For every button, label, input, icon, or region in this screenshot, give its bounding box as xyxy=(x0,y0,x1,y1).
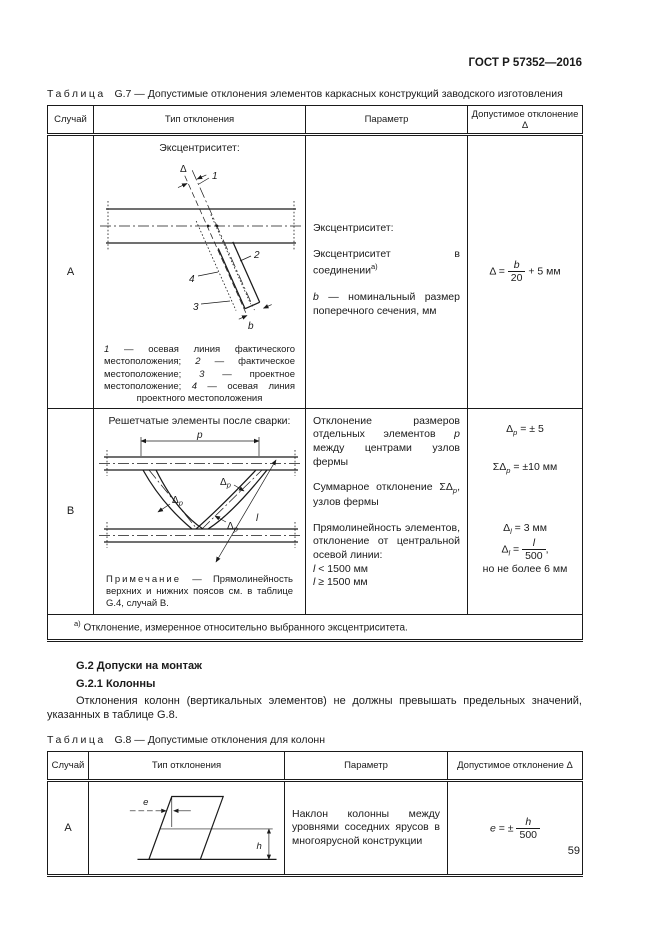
param-text: , узлов фермы xyxy=(313,481,460,509)
g7-row-b xyxy=(48,408,583,614)
dim-delta-p-label xyxy=(172,495,183,508)
delta-sub: p xyxy=(226,480,231,490)
column-header-param: Параметр xyxy=(306,106,468,135)
section-heading-g21: G.2.1 Колонны xyxy=(76,678,156,691)
callout-2-label: 2 xyxy=(254,250,260,261)
table-label: Таблица xyxy=(47,88,106,100)
g8-row-a-param-cell xyxy=(285,781,448,876)
var-l: l xyxy=(313,576,316,589)
param-text: Суммарное отклонение ΣΔ xyxy=(313,481,453,494)
column-header-tolerance: Допустимое отклонение Δ xyxy=(448,752,583,781)
g7-row-a-tolerance-cell xyxy=(468,135,583,409)
section-paragraph: Отклонения колонн (вертикальных элементов) не должны превышать предельных значений, указанных в таблице G.8. xyxy=(47,695,582,722)
tol-sub: p xyxy=(506,465,511,475)
tol-text: ΣΔ xyxy=(492,460,507,473)
fraction-denominator: 500 xyxy=(525,550,543,563)
table-g7-title-text: G.7 — Допустимые отклонения элементов каркасных конструкций заводского изготовления xyxy=(114,88,563,100)
g8-row-a-tolerance-cell xyxy=(448,781,583,876)
tol-sub: l xyxy=(510,526,512,536)
fraction-numerator: b xyxy=(508,259,526,272)
delta-base: Δ xyxy=(172,494,179,506)
dim-h-label: h xyxy=(256,840,262,852)
column-header-case: Случай xyxy=(48,106,94,135)
figure-b-note xyxy=(96,574,303,611)
tol-sub: p xyxy=(513,427,518,437)
tol-sub: l xyxy=(508,548,511,558)
footnote-ref: а) xyxy=(370,261,378,271)
caption-text: — фактическое местоположение; xyxy=(104,356,295,380)
note-text: — Прямолинейность верхних и нижних поясов см. в таблице G.4, случай В. xyxy=(106,573,293,610)
g7-footnote-row xyxy=(48,614,583,640)
param-a-line1: Эксцентриситет: xyxy=(313,221,394,234)
formula-lhs-var: e xyxy=(489,821,496,834)
table-g7 xyxy=(47,105,583,642)
var-l: l xyxy=(313,562,316,575)
callout-4-label: 4 xyxy=(189,274,195,285)
column-header-type: Тип отклонения xyxy=(94,106,306,135)
column-header-case: Случай xyxy=(48,752,89,781)
figure-a-caption xyxy=(96,344,303,406)
var-b: b xyxy=(313,291,319,304)
g8-row-a-type-cell xyxy=(89,781,285,876)
g7-row-b-param-cell xyxy=(306,408,468,614)
section-heading-g2: G.2 Допуски на монтаж xyxy=(76,660,202,673)
delta-base: Δ xyxy=(220,476,227,488)
dim-p-label: p xyxy=(197,429,203,441)
param-text: Наклон колонны между уровнями соседних ярусов в многоярусной конструкции xyxy=(292,807,440,848)
caption-num: 1 xyxy=(104,344,110,355)
figure-truss-diagram xyxy=(96,428,306,566)
formula-eq: = ± xyxy=(495,821,517,834)
delta-sub: p xyxy=(178,498,183,508)
column-header-param: Параметр xyxy=(285,752,448,781)
case-a-label: А xyxy=(48,135,94,409)
dim-e-label: e xyxy=(143,796,149,808)
fraction-denominator: 20 xyxy=(510,272,523,285)
fraction xyxy=(522,537,546,562)
column-header-type: Тип отклонения xyxy=(89,752,285,781)
dim-delta-p-label xyxy=(220,477,231,490)
param-text: Отклонение размеров отдельных элементов xyxy=(313,414,460,441)
table-g7-title xyxy=(47,88,582,100)
tol-text: Δ xyxy=(506,422,514,435)
param-text: Прямолинейность элементов, отклонение от центральной осевой линии: xyxy=(313,521,460,562)
param-b-block2 xyxy=(313,481,460,509)
figure-a-title: Эксцентриситет: xyxy=(159,142,240,154)
dim-b-label: b xyxy=(248,321,254,332)
case-a-label: А xyxy=(48,781,89,876)
figure-b-title: Решетчатые элементы после сварки: xyxy=(108,414,291,427)
note-label: Примечание xyxy=(106,573,181,585)
g7-header-row xyxy=(48,106,583,135)
sub-p: p xyxy=(452,486,458,496)
formula-tail: + 5 мм xyxy=(525,265,561,278)
table-label: Таблица xyxy=(47,734,106,747)
caption-text: — осевая линия проектного местоположения xyxy=(136,381,295,405)
param-b-block3 xyxy=(313,522,460,590)
tol-text: Δ xyxy=(501,543,509,556)
fraction-numerator: h xyxy=(516,816,540,829)
tolerance-b-3 xyxy=(468,521,582,578)
delta-sub: p xyxy=(233,524,238,534)
formula-lhs: Δ = xyxy=(489,265,508,278)
fraction xyxy=(508,259,526,284)
caption-num: 4 xyxy=(191,381,197,393)
footnote-text: Отклонение, измеренное относительно выбранного эксцентриситета. xyxy=(83,622,408,634)
param-a-line3 xyxy=(313,291,460,318)
column-header-tolerance: Допустимое отклонение Δ xyxy=(468,106,583,135)
fraction xyxy=(516,816,540,841)
tol-text: , xyxy=(545,543,549,556)
g7-row-a-type-cell xyxy=(94,135,306,409)
callout-1-label: 1 xyxy=(212,171,218,182)
g7-row-b-tolerance-cell xyxy=(468,408,583,614)
figure-column-tilt-diagram xyxy=(89,787,285,867)
fraction-denominator: 500 xyxy=(519,828,538,841)
callout-3-label: 3 xyxy=(193,302,199,313)
tolerance-b-1 xyxy=(468,423,582,437)
dim-delta-label: Δ xyxy=(180,164,187,175)
caption-num: 3 xyxy=(199,368,205,380)
caption-num: 2 xyxy=(195,356,201,368)
g7-row-a-param-cell xyxy=(306,135,468,409)
param-text: < 1500 мм xyxy=(315,562,369,575)
tol-text: = 3 мм xyxy=(511,521,547,534)
g8-header-row xyxy=(48,752,583,781)
tol-text: но не более 6 мм xyxy=(482,563,568,576)
figure-eccentricity-diagram xyxy=(96,155,306,340)
param-a-line2 xyxy=(313,248,460,278)
tolerance-b-2 xyxy=(468,461,582,475)
delta-base: Δ xyxy=(227,520,234,532)
var-p: p xyxy=(454,428,460,441)
caption-text: — осевая линия фактического местоположения; xyxy=(104,344,295,368)
page-number: 59 xyxy=(567,845,580,857)
fraction-numerator: l xyxy=(522,537,546,550)
tol-text: = xyxy=(510,543,523,556)
case-b-label: В xyxy=(48,408,94,614)
tol-text: = ±10 мм xyxy=(510,460,558,473)
g7-row-b-type-cell xyxy=(94,408,306,614)
footnote-marker: а) xyxy=(74,618,81,628)
tol-text: = ± 5 xyxy=(517,422,544,435)
g7-row-a xyxy=(48,135,583,409)
doc-header: ГОСТ Р 57352—2016 xyxy=(468,57,582,69)
table-g8 xyxy=(47,751,583,877)
g8-row-a xyxy=(48,781,583,876)
table-g8-title-text: G.8 — Допустимые отклонения для колонн xyxy=(114,734,326,747)
tol-text: Δ xyxy=(503,521,511,534)
param-text: Эксцентриситет в соединении xyxy=(313,248,460,277)
g7-footnote xyxy=(48,614,583,640)
caption-text: — проектное местоположение; xyxy=(104,368,295,393)
param-text: между центрами узлов фермы xyxy=(313,442,460,468)
page-content xyxy=(47,88,582,877)
dim-l-label: l xyxy=(256,512,259,524)
table-g8-title xyxy=(47,734,582,746)
param-text: ≥ 1500 мм xyxy=(315,576,368,589)
param-b-block1 xyxy=(313,415,460,470)
param-text: — номинальный размер поперечного сечения, мм xyxy=(313,291,460,317)
